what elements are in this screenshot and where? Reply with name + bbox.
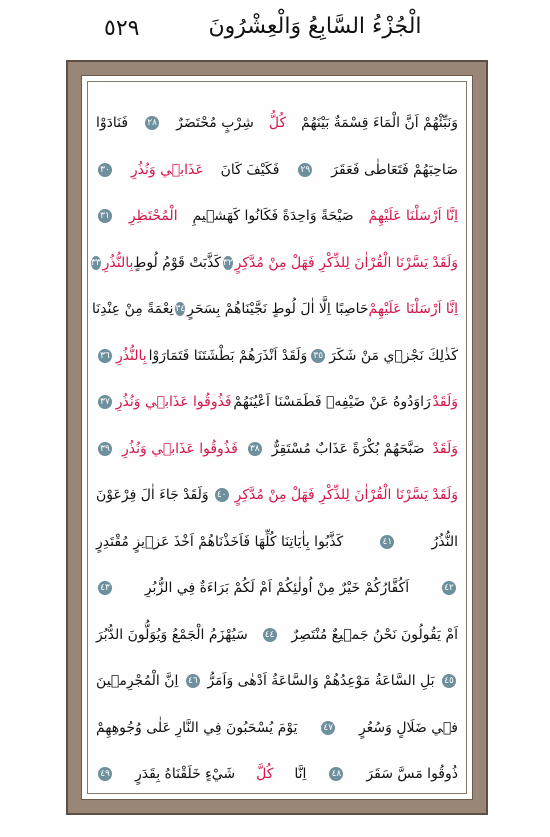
highlighted-verse-text: اِنَّا اَرْسَلْنَا عَلَيْهِمْ xyxy=(368,208,458,225)
verse-text: يَوْمَ يُسْحَبُونَ فِي النَّارِ عَلٰى وُجُوهِهِمْ xyxy=(96,719,298,736)
verse-line xyxy=(96,751,458,798)
highlighted-verse-text: كُلَّ xyxy=(256,766,274,783)
verse-line xyxy=(96,333,458,380)
page-frame xyxy=(66,60,488,815)
ayah-number-marker: ٢٩ xyxy=(298,163,312,177)
verse-text: وَلَقَدْ اَنْذَرَهُمْ بَطْشَتَنَا فَتَمَارَوْا xyxy=(148,347,308,364)
ayah-number-marker: ٣١ xyxy=(98,209,112,223)
ayah-number-marker: ٢٨ xyxy=(145,116,159,130)
verse-text: وَلَقَدْ جَاءَ اٰلَ فِرْعَوْنَ xyxy=(96,487,209,504)
highlighted-verse-text: وَلَقَدْ xyxy=(432,440,458,457)
verse-line xyxy=(96,147,458,194)
text-area xyxy=(87,81,467,794)
verse-line xyxy=(96,100,458,147)
verse-text: سَيُهْزَمُ الْجَمْعُ وَيُوَلُّونَ الدُّبُرَ xyxy=(96,626,248,643)
verse-text: شِرْبٍ مُحْتَضَرٌ xyxy=(176,115,254,132)
verse-text: صَيْحَةً وَاحِدَةً فَكَانُوا كَهَشٖيمِ xyxy=(192,208,354,225)
highlighted-verse-text: وَلَقَدْ يَسَّرْنَا الْقُرْاٰنَ لِلذِّكْرِ فَهَلْ مِنْ مُدَّكِرٍ xyxy=(234,487,458,504)
highlighted-verse-text: اِنَّا اَرْسَلْنَا عَلَيْهِمْ xyxy=(368,301,458,318)
verse-line xyxy=(96,519,458,566)
verse-line xyxy=(96,705,458,752)
verse-text: ذُوقُوا مَسَّ سَقَرَ xyxy=(366,766,458,783)
highlighted-verse-text: كُلُّ xyxy=(268,115,287,132)
ayah-number-marker: ٤٤ xyxy=(263,628,277,642)
page-frame-mid xyxy=(81,75,473,800)
verse-text: رَاوَدُوهُ عَنْ ضَيْفِهٖ فَطَمَسْنَا اَعْيُنَهُمْ xyxy=(233,394,431,411)
ayah-number-marker: ٣٦ xyxy=(98,349,112,363)
verse-line xyxy=(92,286,458,333)
ayah-number-marker: ٤٠ xyxy=(215,488,229,502)
ayah-number-marker: ٣٤ xyxy=(175,304,186,315)
ayah-number-marker: ٤٩ xyxy=(98,767,112,781)
highlighted-verse-text: فَذُوقُوا عَذَابٖي وَنُذُرِ xyxy=(115,394,232,411)
ayah-number-marker: ٤٣ xyxy=(98,581,112,595)
verse-text: النُّذُرُ xyxy=(431,533,458,550)
highlighted-verse-text: بِالنُّذُرِ xyxy=(102,254,134,271)
verse-text: صَاحِبَهُمْ فَتَعَاطٰى فَعَقَرَ xyxy=(331,161,458,178)
verse-text: كَذَّبَتْ قَوْمُ لُوطٍ xyxy=(133,254,221,271)
verse-text: كَذٰلِكَ نَجْزٖي مَنْ شَكَرَ xyxy=(329,347,458,364)
highlighted-verse-text: وَلَقَدْ xyxy=(432,394,458,411)
verse-line xyxy=(96,379,458,426)
ayah-number-marker: ٣٢ xyxy=(222,257,233,268)
page-header xyxy=(0,8,550,48)
verse-line xyxy=(96,426,458,473)
ayah-number-marker: ٣٥ xyxy=(311,349,325,363)
verse-text: وَنَبِّئْهُمْ اَنَّ الْمَاءَ قِسْمَةٌ بَيْنَهُمْ xyxy=(301,115,458,132)
verse-lines xyxy=(90,100,458,798)
verse-text: حَاصِبًا اِلَّا اٰلَ لُوطٍ نَجَّيْنَاهُمْ بِسَحَرٍ xyxy=(187,301,369,318)
ayah-number-marker: ٤٨ xyxy=(329,767,343,781)
ayah-number-marker: ٣٧ xyxy=(98,395,112,409)
page-number: ٥٢٩ xyxy=(104,16,140,41)
ayah-number-marker: ٤٢ xyxy=(442,581,456,595)
verse-line xyxy=(96,612,458,659)
ayah-number-marker: ٣٣ xyxy=(90,257,101,268)
verse-line xyxy=(96,472,458,519)
ayah-number-marker: ٤٦ xyxy=(186,674,200,688)
ayah-number-marker: ٤١ xyxy=(380,535,394,549)
juz-title: الْجُزْءُ السَّابِعُ وَالْعِشْرُونَ xyxy=(208,14,422,39)
ayah-number-marker: ٣٨ xyxy=(248,442,262,456)
verse-text: اِنَّا xyxy=(294,766,307,783)
verse-text: فٖي ضَلَالٍ وَسُعُرٍ xyxy=(358,719,458,736)
ayah-number-marker: ٤٥ xyxy=(442,674,456,688)
highlighted-verse-text: وَلَقَدْ يَسَّرْنَا الْقُرْاٰنَ لِلذِّكْرِ فَهَلْ مِنْ مُدَّكِرٍ xyxy=(234,254,458,271)
highlighted-verse-text: فَذُوقُوا عَذَابٖي وَنُذُرِ xyxy=(121,440,238,457)
verse-line xyxy=(96,658,458,705)
verse-text: اَمْ يَقُولُونَ نَحْنُ جَمٖيعٌ مُنْتَصِرٌ xyxy=(291,626,458,643)
highlighted-verse-text: عَذَابٖي وَنُذُرِ xyxy=(130,161,204,178)
verse-text: اِنَّ الْمُجْرِمٖينَ xyxy=(96,673,179,690)
ayah-number-marker: ٣٠ xyxy=(98,163,112,177)
highlighted-verse-text: بِالنُّذُرِ xyxy=(115,347,147,364)
verse-line xyxy=(96,565,458,612)
highlighted-verse-text: الْمُحْتَظِرِ xyxy=(128,208,178,225)
verse-line xyxy=(90,240,458,287)
ayah-number-marker: ٤٧ xyxy=(321,721,335,735)
ayah-number-marker: ٣٩ xyxy=(98,442,112,456)
verse-text: نِعْمَةً مِنْ عِنْدِنَا xyxy=(92,301,174,318)
verse-text: شَيْءٍ خَلَقْنَاهُ بِقَدَرٍ xyxy=(135,766,236,783)
verse-text: بَلِ السَّاعَةُ مَوْعِدُهُمْ وَالسَّاعَةُ اَدْهٰى وَاَمَرُّ xyxy=(207,673,435,690)
verse-text: صَبَّحَهُمْ بُكْرَةً عَذَابٌ مُسْتَقِرٌّ xyxy=(271,440,425,457)
verse-line xyxy=(96,193,458,240)
verse-text: اَكُفَّارُكُمْ خَيْرٌ مِنْ اُولٰئِكُمْ اَمْ لَكُمْ بَرَاءَةٌ فِي الزُّبُرِ xyxy=(144,580,410,597)
verse-text: فَنَادَوْا xyxy=(96,115,129,132)
verse-text: فَكَيْفَ كَانَ xyxy=(220,161,280,178)
verse-text: كَذَّبُوا بِاٰيَاتِنَا كُلِّهَا فَاَخَذْنَاهُمْ اَخْذَ عَزٖيزٍ مُقْتَدِرٍ xyxy=(96,533,344,550)
